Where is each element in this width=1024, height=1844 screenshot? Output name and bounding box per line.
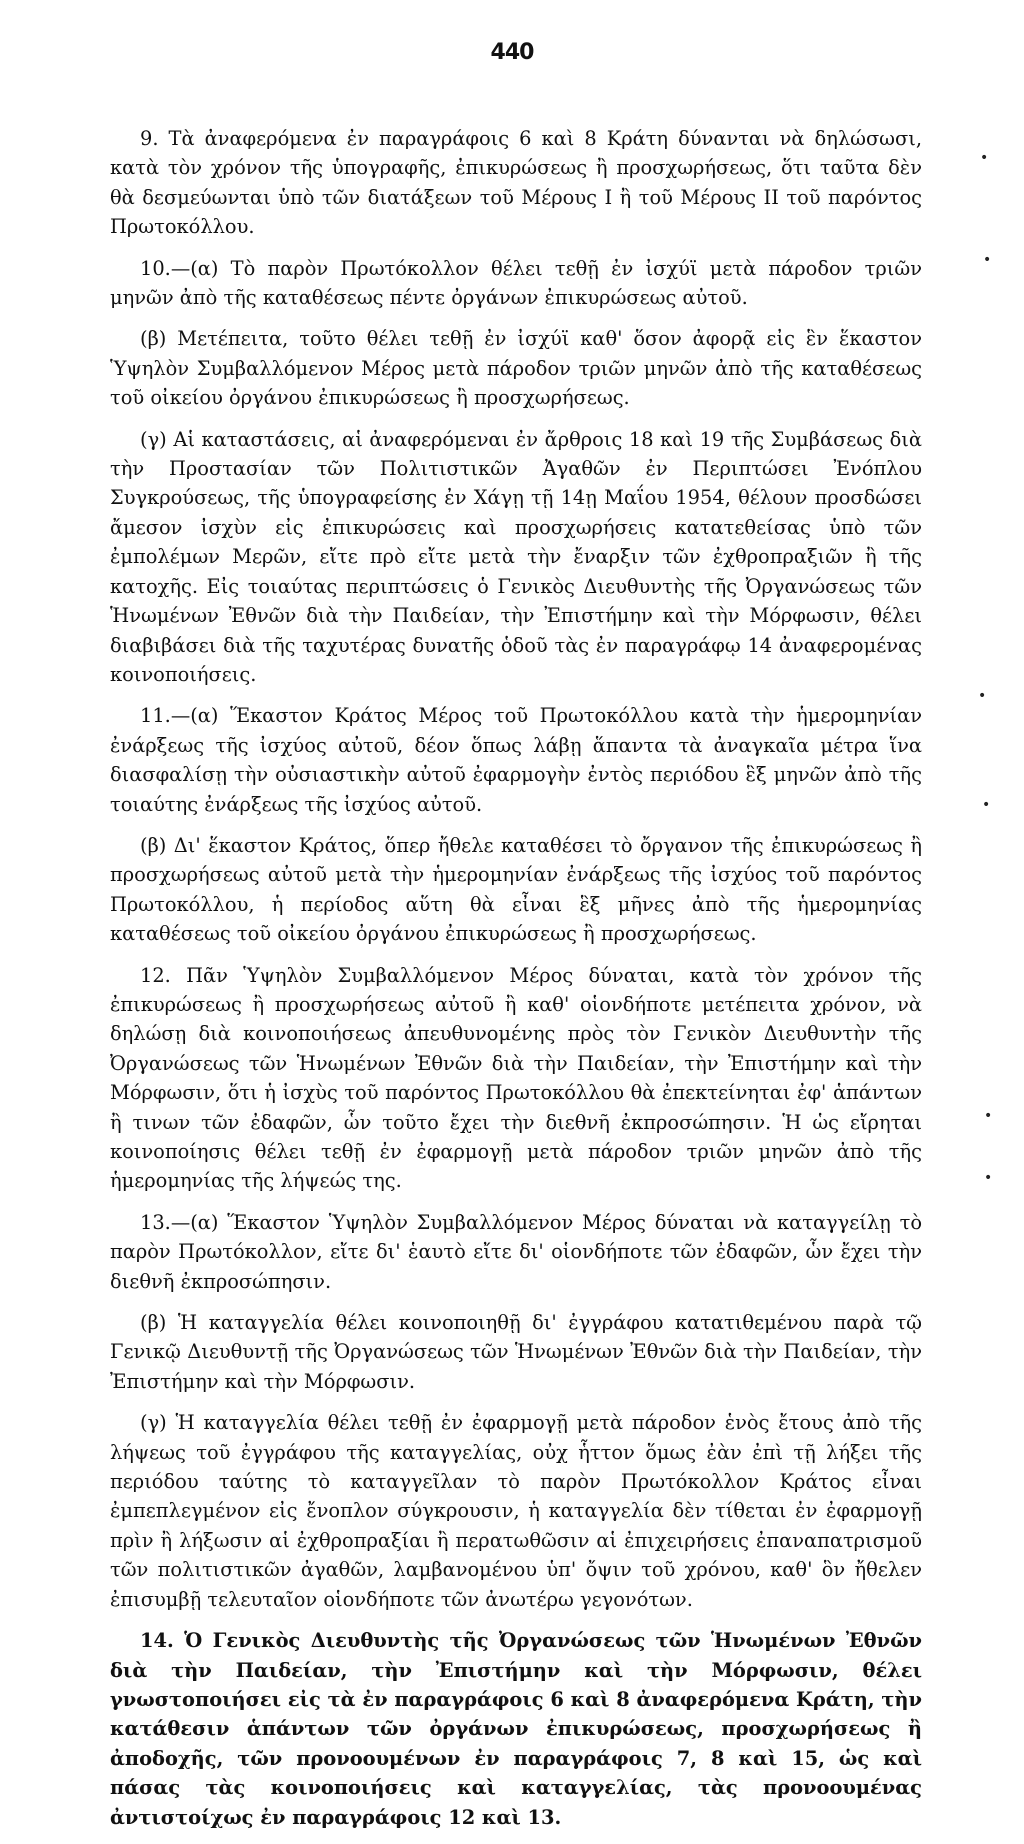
margin-mark: • — [980, 150, 989, 166]
paragraph-11a: 11.—(α) Ἕκαστον Κράτος Μέρος τοῦ Πρωτοκόλλου κατὰ τὴν ἡμερομηνίαν ἐνάρξεως τῆς ἰσχύος αὐτοῦ, δέον ὅπως λάβῃ ἅπαντα τὰ ἀναγκαῖα μέτρα ἵνα διασφαλίσῃ τὴν οὐσιαστικὴν αὐτοῦ ἐφαρμογὴν ἐντὸς περιόδου ἓξ μηνῶν ἀπὸ τῆς τοιαύτης ἐνάρξεως τῆς ἰσχύος αὐτοῦ. — [110, 704, 922, 816]
margin-mark: • — [984, 1170, 993, 1186]
document-body — [110, 124, 922, 1844]
paragraph-13c: (γ) Ἡ καταγγελία θέλει τεθῇ ἐν ἐφαρμογῇ μετὰ πάροδον ἑνὸς ἔτους ἀπὸ τῆς λήψεως τοῦ ἐγγράφου τῆς καταγγελίας, οὐχ ἧττον ὅμως ἐὰν ἐπὶ τῇ λήξει τῆς περιόδου ταύτης τὸ καταγγεῖλαν τὸ παρὸν Πρωτόκολλον Κράτος εἶναι ἐμπεπλεγμένον εἰς ἔνοπλον σύγκρουσιν, ἡ καταγγελία δὲν τίθεται ἐν ἐφαρμογῇ πρὶν ἢ λήξωσιν αἱ ἐχθροπραξίαι ἢ περατωθῶσιν αἱ ἐπιχειρήσεις ἐπαναπατρισμοῦ τῶν πολιτιστικῶν ἀγαθῶν, λαμβανομένου ὑπ' ὄψιν τοῦ χρόνου, καθ' ὃν ἤθελεν ἐπισυμβῇ τελευταῖον οἱονδήποτε τῶν ἀνωτέρω γεγονότων. — [110, 1411, 922, 1611]
paragraph-12: 12. Πᾶν Ὑψηλὸν Συμβαλλόμενον Μέρος δύναται, κατὰ τὸν χρόνον τῆς ἐπικυρώσεως ἢ προσχωρήσεως αὐτοῦ ἢ καθ' οἱονδήποτε μετέπειτα χρόνον, νὰ δηλώσῃ διὰ κοινοποιήσεως ἀπευθυνομένης πρὸς τὸν Γενικὸν Διευθυντὴν τῆς Ὀργανώσεως τῶν Ἡνωμένων Ἐθνῶν διὰ τὴν Παιδείαν, τὴν Ἐπιστήμην καὶ τὴν Μόρφωσιν, ὅτι ἡ ἰσχὺς τοῦ παρόντος Πρωτοκόλλου θὰ ἐπεκτείνηται ἐφ' ἁπάντων ἢ τινων τῶν ἐδαφῶν, ὧν τοῦτο ἔχει τὴν διεθνῆ ἐκπροσώπησιν. Ἡ ὡς εἴρηται κοινοποίησις θέλει τεθῇ ἐν ἐφαρμογῇ μετὰ πάροδον τριῶν μηνῶν ἀπὸ τῆς ἡμερομηνίας τῆς λήψεώς της. — [110, 963, 922, 1193]
paragraph-9: 9. Τὰ ἀναφερόμενα ἐν παραγράφοις 6 καὶ 8 Κράτη δύνανται νὰ δηλώσωσι, κατὰ τὸν χρόνον τῆς ὑπογραφῆς, ἐπικυρώσεως ἢ προσχωρήσεως, ὅτι ταῦτα δὲν θὰ δεσμεύωνται ὑπὸ τῶν διατάξεων τοῦ Μέρους I ἢ τοῦ Μέρους II τοῦ παρόντος Πρωτοκόλλου. — [110, 127, 922, 239]
paragraph-11b: (β) Δι' ἕκαστον Κράτος, ὅπερ ἤθελε καταθέσει τὸ ὄργανον τῆς ἐπικυρώσεως ἢ προσχωρήσεως αὐτοῦ μετὰ τὴν ἡμερομηνίαν ἐνάρξεως τῆς ἰσχύος τοῦ παρόντος Πρωτοκόλλου, ἡ περίοδος αὕτη θὰ εἶναι ἓξ μῆνες ἀπὸ τῆς ἡμερομηνίας καταθέσεως τοῦ οἰκείου ὀργάνου ἐπικυρώσεως ἢ προσχωρήσεως. — [110, 833, 922, 946]
paragraph-10c: (γ) Αἱ καταστάσεις, αἱ ἀναφερόμεναι ἐν ἄρθροις 18 καὶ 19 τῆς Συμβάσεως διὰ τὴν Προστασίαν τῶν Πολιτιστικῶν Ἀγαθῶν ἐν Περιπτώσει Ἐνόπλου Συγκρούσεως, τῆς ὑπογραφείσης ἐν Χάγῃ τῇ 14ῃ Μαΐου 1954, θέλουν προσδώσει ἄμεσον ἰσχὺν εἰς ἐπικυρώσεις καὶ προσχωρήσεις κατατεθείσας ὑπὸ τῶν ἐμπολέμων Μερῶν, εἴτε πρὸ εἴτε μετὰ τὴν ἔναρξιν τῶν ἐχθροπραξιῶν ἢ τῆς κατοχῆς. Εἰς τοιαύτας περιπτώσεις ὁ Γενικὸς Διευθυντὴς τῆς Ὀργανώσεως τῶν Ἡνωμένων Ἐθνῶν διὰ τὴν Παιδείαν, τὴν Ἐπιστήμην καὶ τὴν Μόρφωσιν, θέλει διαβιβάσει διὰ τῆς ταχυτέρας δυνατῆς ὁδοῦ τὰς ἐν παραγράφῳ 14 ἀναφερομένας κοινοποιήσεις. — [110, 427, 922, 686]
margin-mark: • — [982, 797, 991, 813]
paragraph-13b: (β) Ἡ καταγγελία θέλει κοινοποιηθῇ δι' ἐγγράφου κατατιθεμένου παρὰ τῷ Γενικῷ Διευθυντῇ τῆς Ὀργανώσεως τῶν Ἡνωμένων Ἐθνῶν διὰ τὴν Παιδείαν, τὴν Ἐπιστήμην καὶ τὴν Μόρφωσιν. — [110, 1311, 922, 1393]
paragraph-13a: 13.—(α) Ἕκαστον Ὑψηλὸν Συμβαλλόμενον Μέρος δύναται νὰ καταγγείλῃ τὸ παρὸν Πρωτόκολλον, εἴτε δι' ἑαυτὸ εἴτε δι' οἱονδήποτε τῶν ἐδαφῶν, ὧν ἔχει τὴν διεθνῆ ἐκπροσώπησιν. — [110, 1210, 922, 1293]
margin-mark: • — [984, 1108, 993, 1124]
page-number: 440 — [490, 40, 534, 65]
margin-mark: • — [983, 252, 992, 268]
margin-mark: • — [978, 688, 987, 704]
paragraph-10a: 10.—(α) Τὸ παρὸν Πρωτόκολλον θέλει τεθῇ ἐν ἰσχύϊ μετὰ πάροδον τριῶν μηνῶν ἀπὸ τῆς καταθέσεως πέντε ὀργάνων ἐπικυρώσεως αὐτοῦ. — [110, 256, 922, 310]
paragraph-14: 14. Ὁ Γενικὸς Διευθυντὴς τῆς Ὀργανώσεως τῶν Ἡνωμένων Ἐθνῶν διὰ τὴν Παιδείαν, τὴν Ἐπιστήμην καὶ τὴν Μόρφωσιν, θέλει γνωστοποιήσει εἰς τὰ ἐν παραγράφοις 6 καὶ 8 ἀναφερόμενα Κράτη, τὴν κατάθεσιν ἁπάντων τῶν ὀργάνων ἐπικυρώσεως, προσχωρήσεως ἢ ἀποδοχῆς, τῶν προνοουμένων ἐν παραγράφοις 7, 8 καὶ 15, ὡς καὶ πάσας τὰς κοινοποιήσεις καὶ καταγγελίας, τὰς προνοουμένας ἀντιστοίχως ἐν παραγράφοις 12 καὶ 13. — [110, 1629, 922, 1829]
paragraph-10b: (β) Μετέπειτα, τοῦτο θέλει τεθῇ ἐν ἰσχύϊ καθ' ὅσον ἀφορᾷ εἰς ἓν ἕκαστον Ὑψηλὸν Συμβαλλόμενον Μέρος μετὰ πάροδον τριῶν μηνῶν ἀπὸ τῆς καταθέσεως τοῦ οἰκείου ὀργάνου ἐπικυρώσεως ἢ προσχωρήσεως. — [110, 327, 922, 410]
